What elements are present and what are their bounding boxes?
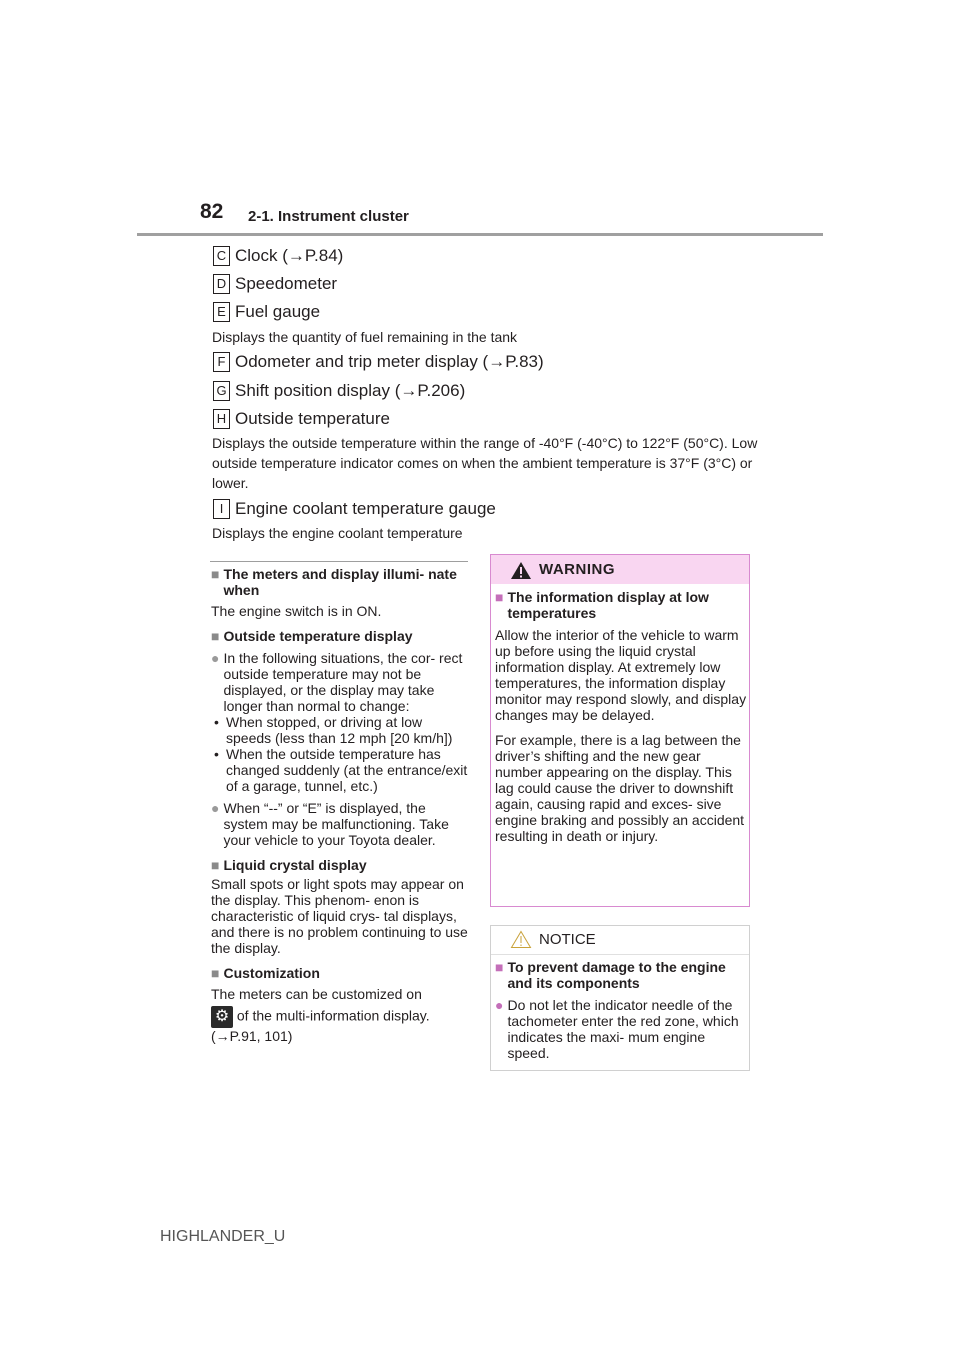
notice-title: NOTICE [539,931,596,948]
customization-text-2: ⚙ of the multi-information display. [211,1006,469,1028]
item-h [213,409,390,429]
outside-sub-1: • When stopped, or driving at low speeds (less than 12 mph [20 km/h]) [214,714,453,746]
square-bullet-icon: ■ [495,959,504,975]
sub-bullet-icon: • [214,714,219,730]
item-e-desc: Displays the quantity of fuel remaining in the tank [212,329,518,345]
item-label: Clock (→P.84) [235,246,344,265]
meters-heading: ■ The meters and display illumi- nate when [211,566,457,598]
notice-header [491,926,749,954]
item-i-desc: Displays the engine coolant temperature [212,525,463,541]
item-label: Speedometer [235,274,338,293]
item-d [213,274,337,294]
item-label: Fuel gauge [235,302,321,321]
square-bullet-icon: ■ [211,857,220,873]
lcd-text: Small spots or light spots may appear on the display. This phenom- enon is characteristic of liquid crys- tal displays, and there is no problem continuing to use the display. [211,876,468,956]
warning-header [491,555,749,584]
warning-para-1: Allow the interior of the vehicle to warm up before using the liquid crystal information display. At extremely low temperatures, the information display monitor may respond slowly, and display changes may be delayed. [495,627,747,723]
outside-heading: ■ Outside temperature display [211,628,413,644]
item-label: Outside temperature [235,409,390,428]
notice-bullet: ● Do not let the indicator needle of the tachometer enter the red zone, which indicates the maxi- mum engine speed. [495,997,739,1061]
square-bullet-icon: ■ [211,965,220,981]
square-bullet-icon: ■ [495,589,504,605]
item-c [213,246,343,266]
notice-triangle-icon [510,930,532,949]
header-rule [137,233,823,236]
callout-letter: D [213,274,230,294]
item-e [213,302,320,322]
dot-bullet-icon: ● [211,800,220,816]
callout-letter: E [213,302,230,322]
page-number: 82 [200,200,224,223]
item-h-desc: Displays the outside temperature within the range of -40°F (-40°C) to 122°F (50°C). Low outside temperature indicator comes on when the ambient temperature is 37°F (3°C) or lower. [212,435,758,491]
section-title: 2-1. Instrument cluster [248,208,409,225]
callout-letter: I [213,499,230,519]
item-f [213,352,544,372]
lcd-heading: ■ Liquid crystal display [211,857,367,873]
customization-heading: ■ Customization [211,965,320,981]
outside-bullet-1: ● In the following situations, the cor- rect outside temperature may not be displayed, or the display may take longer than normal to change: [211,650,463,714]
sub-bullet-icon: • [214,746,219,762]
item-i [213,499,496,519]
warning-title: WARNING [539,561,615,578]
warning-heading: ■ The information display at low temperatures [495,589,709,621]
left-column [211,566,469,1044]
meters-text: The engine switch is in ON. [211,603,382,619]
customization-text-3: (→P.91, 101) [211,1028,293,1044]
item-label: Odometer and trip meter display (→P.83) [235,352,544,371]
callout-letter: H [213,409,230,429]
warning-body [495,589,747,844]
dot-bullet-icon: ● [211,650,220,666]
settings-gear-icon: ⚙ [211,1006,233,1028]
footer-model: HIGHLANDER_U [160,1228,286,1245]
column-rule [210,561,468,562]
notice-rule [491,954,749,955]
outside-bullet-2: ● When “--” or “E” is displayed, the system may be malfunctioning. Take your vehicle to your Toyota dealer. [211,800,449,848]
warning-para-2: For example, there is a lag between the driver’s shifting and the new gear number appearing on the display. This lag could cause the driver to downshift again, causing rapid and exces- sive engine braking and possibly an accident resulting in death or injury. [495,732,745,844]
square-bullet-icon: ■ [211,628,220,644]
item-label: Engine coolant temperature gauge [235,499,496,518]
outside-sub-2: • When the outside temperature has changed suddenly (at the entrance/exit of a garage, tunnel, etc.) [214,746,468,794]
item-label: Shift position display (→P.206) [235,381,466,400]
item-g [213,381,465,401]
notice-body [495,959,747,1061]
dot-bullet-icon: ● [495,997,504,1013]
notice-heading: ■ To prevent damage to the engine and its components [495,959,726,991]
warning-triangle-icon [510,561,532,580]
customization-text-1: The meters can be customized on [211,986,422,1002]
square-bullet-icon: ■ [211,566,220,582]
callout-letter: C [213,246,230,266]
callout-letter: F [213,352,230,372]
callout-letter: G [213,381,230,401]
